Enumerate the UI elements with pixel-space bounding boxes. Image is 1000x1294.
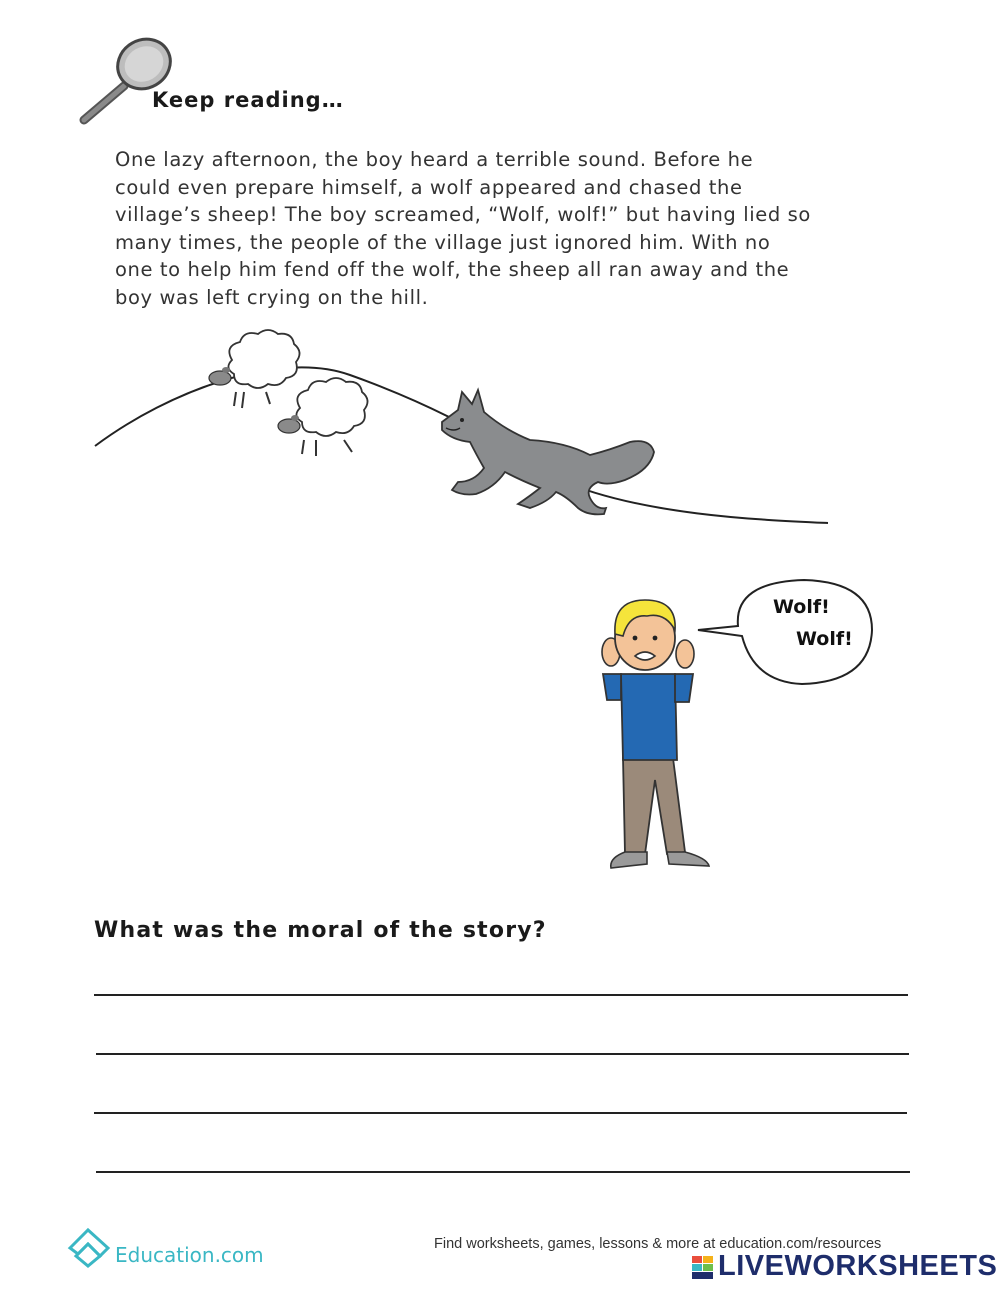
story-line: could even prepare himself, a wolf appeared and chased the [115,175,743,199]
story-line: one to help him fend off the wolf, the sheep all ran away and the [115,258,790,281]
wolf-illustration [442,390,654,514]
question-heading: What was the moral of the story? [94,918,547,943]
story-line: many times, the people of the village just ignored him. With no [115,230,771,254]
sheep-illustration [278,378,368,456]
sheep-illustration [209,330,300,408]
magnifying-glass-icon [78,36,178,128]
liveworksheets-logo-icon [692,1256,714,1280]
story-paragraph [115,146,885,311]
answer-line[interactable] [96,1171,910,1173]
answer-line[interactable] [94,1112,907,1114]
footer-resources-text: Find worksheets, games, lessons & more at education.com/resources [434,1236,882,1252]
page-heading: Keep reading… [152,88,344,112]
story-line: boy was left crying on the hill. [115,285,429,309]
speech-text: Wolf! [796,628,853,650]
liveworksheets-brand[interactable]: LIVEWORKSHEETS [718,1250,998,1282]
story-line: One lazy afternoon, the boy heard a terrible sound. Before he [115,148,754,171]
education-logo-icon [66,1226,112,1268]
speech-text: Wolf! [773,596,830,618]
hill-illustration [0,330,1000,540]
answer-line[interactable] [96,1053,909,1055]
story-line: village’s sheep! The boy screamed, “Wolf, wolf!” but having lied so [115,203,811,226]
education-brand[interactable]: Education.com [115,1243,264,1267]
answer-line[interactable] [94,994,908,996]
